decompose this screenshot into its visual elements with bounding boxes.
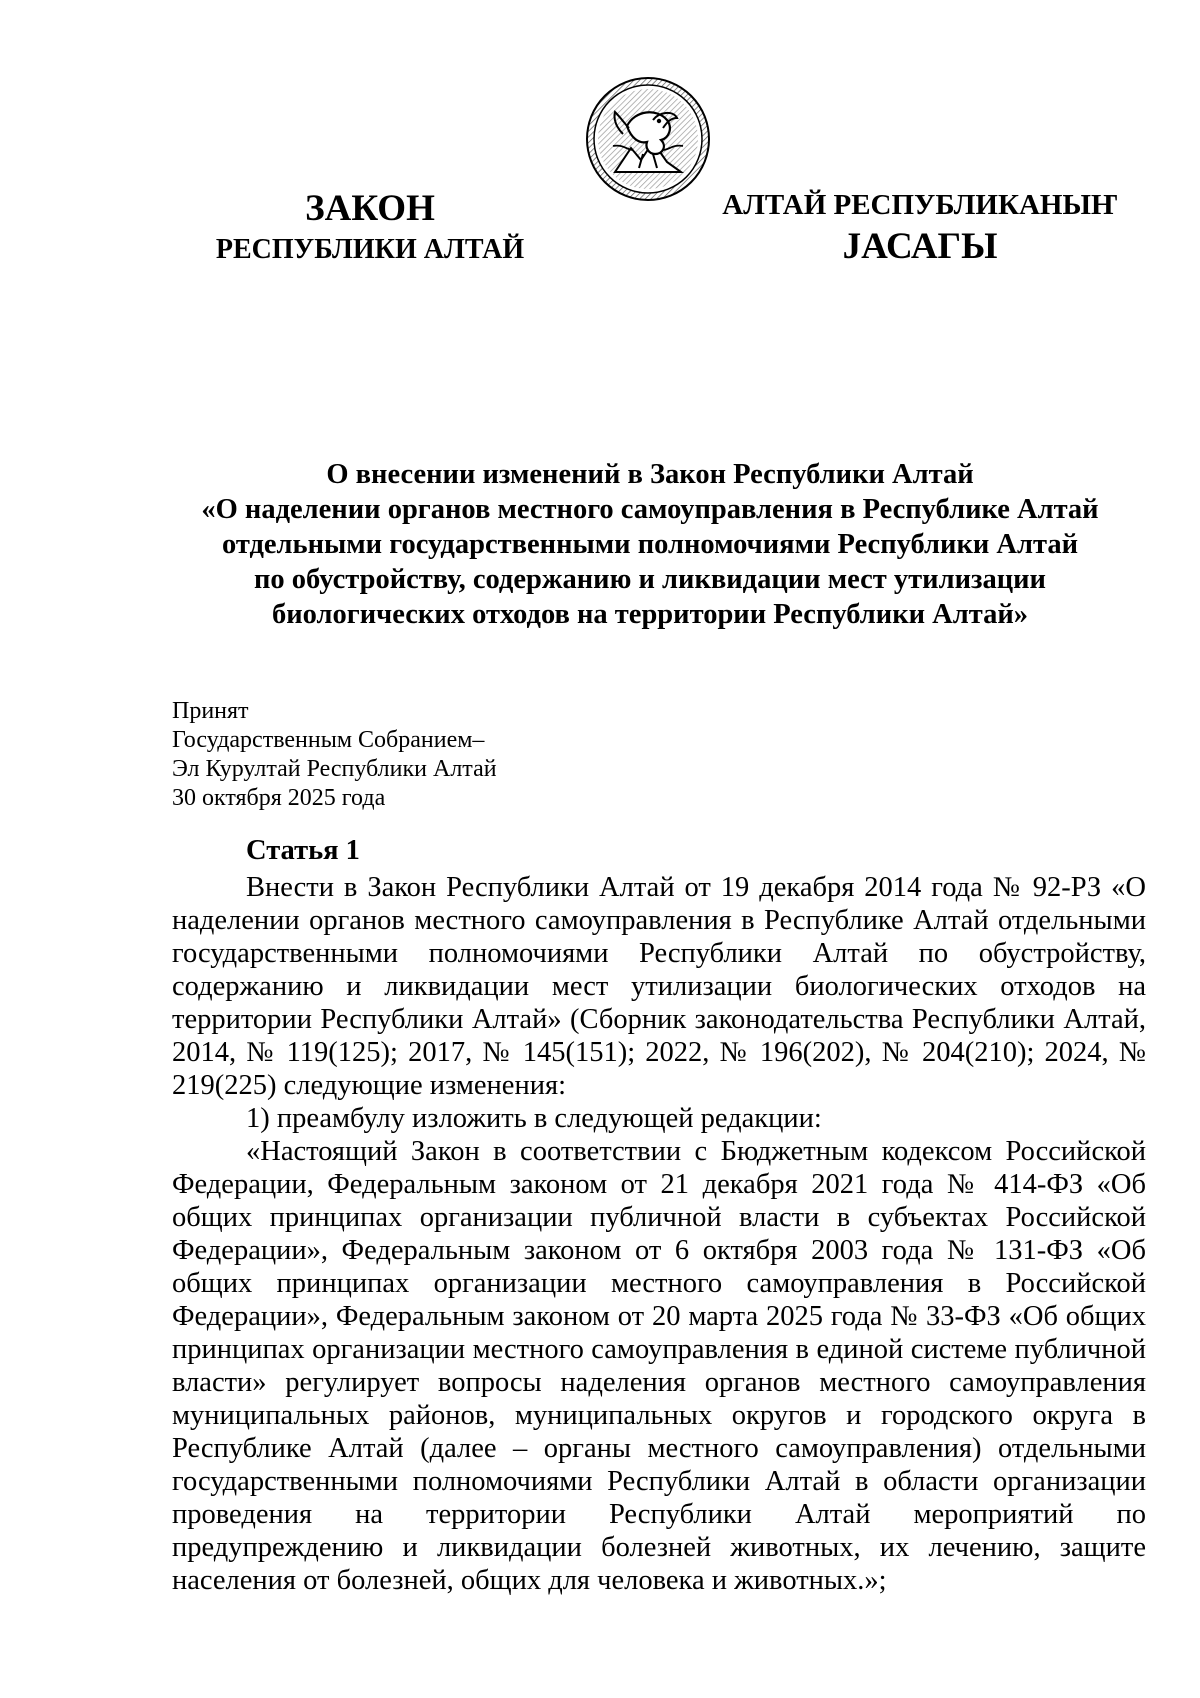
adopted-line-3: Эл Курултай Республики Алтай	[172, 756, 497, 782]
header-russian	[200, 186, 540, 268]
header-altai-republic-name: АЛТАЙ РЕСПУБЛИКАНЫҤ	[722, 189, 1118, 221]
header-republic-name: РЕСПУБЛИКИ АЛТАЙ	[215, 234, 525, 265]
adoption-block	[172, 697, 497, 813]
article-paragraph: «Настоящий Закон в соответствии с Бюджетным кодексом Российской Федерации, Федеральным законом от 21 декабря 2021 года № 414-ФЗ «Об общих принципах организации публичной власти в субъектах Российской Федерации», Федеральным законом от 6 октября 2003 года № 131-ФЗ «Об общих принципах организации местного самоуправления в Российской Федерации», Федеральным законом от 20 марта 2025 года № 33-ФЗ «Об общих принципах организации местного самоуправления в единой системе публичной власти» регулирует вопросы наделения органов местного самоуправления муниципальных районов, муниципальных округов и городского округа в Республике Алтай (далее – органы местного самоуправления) отдельными государственными полномочиями Республики Алтай в области организации проведения на территории Республики Алтай мероприятий по предупреждению и ликвидации болезней животных, их лечению, защите населения от болезней, общих для человека и животных.»;	[172, 1136, 1146, 1596]
article-paragraph: 1) преамбулу изложить в следующей редакции:	[246, 1103, 822, 1134]
article-body	[172, 871, 1146, 1597]
document-title	[170, 457, 1130, 632]
adoption-date: 30 октября 2025 года	[172, 785, 386, 811]
coat-of-arms-icon	[583, 74, 713, 204]
article-heading: Статья 1	[246, 835, 360, 866]
title-line-2: «О наделении органов местного самоуправления в Республике Алтай	[201, 494, 1099, 525]
header-altai-law-word: ЈАСАГЫ	[842, 226, 998, 267]
header-altai	[700, 186, 1140, 270]
title-line-4: по обустройству, содержанию и ликвидации мест утилизации	[254, 564, 1046, 595]
title-line-1: О внесении изменений в Закон Республики Алтай	[326, 459, 974, 490]
title-line-3: отдельными государственными полномочиями Республики Алтай	[221, 529, 1079, 560]
title-line-5: биологических отходов на территории Республики Алтай»	[271, 599, 1028, 630]
header-law-word: ЗАКОН	[305, 188, 435, 229]
article-paragraph: Внести в Закон Республики Алтай от 19 декабря 2014 года № 92-РЗ «О наделении органов местного самоуправления в Республике Алтай отдельными государственными полномочиями Республики Алтай по обустройству, содержанию и ликвидации мест утилизации биологических отходов на территории Республики Алтай» (Сборник законодательства Республики Алтай, 2014, № 119(125); 2017, № 145(151); 2022, № 196(202), № 204(210); 2024, № 219(225) следующие изменения:	[172, 872, 1146, 1101]
adopted-line-1: Принят	[172, 698, 249, 724]
adopted-line-2: Государственным Собранием–	[172, 727, 485, 753]
